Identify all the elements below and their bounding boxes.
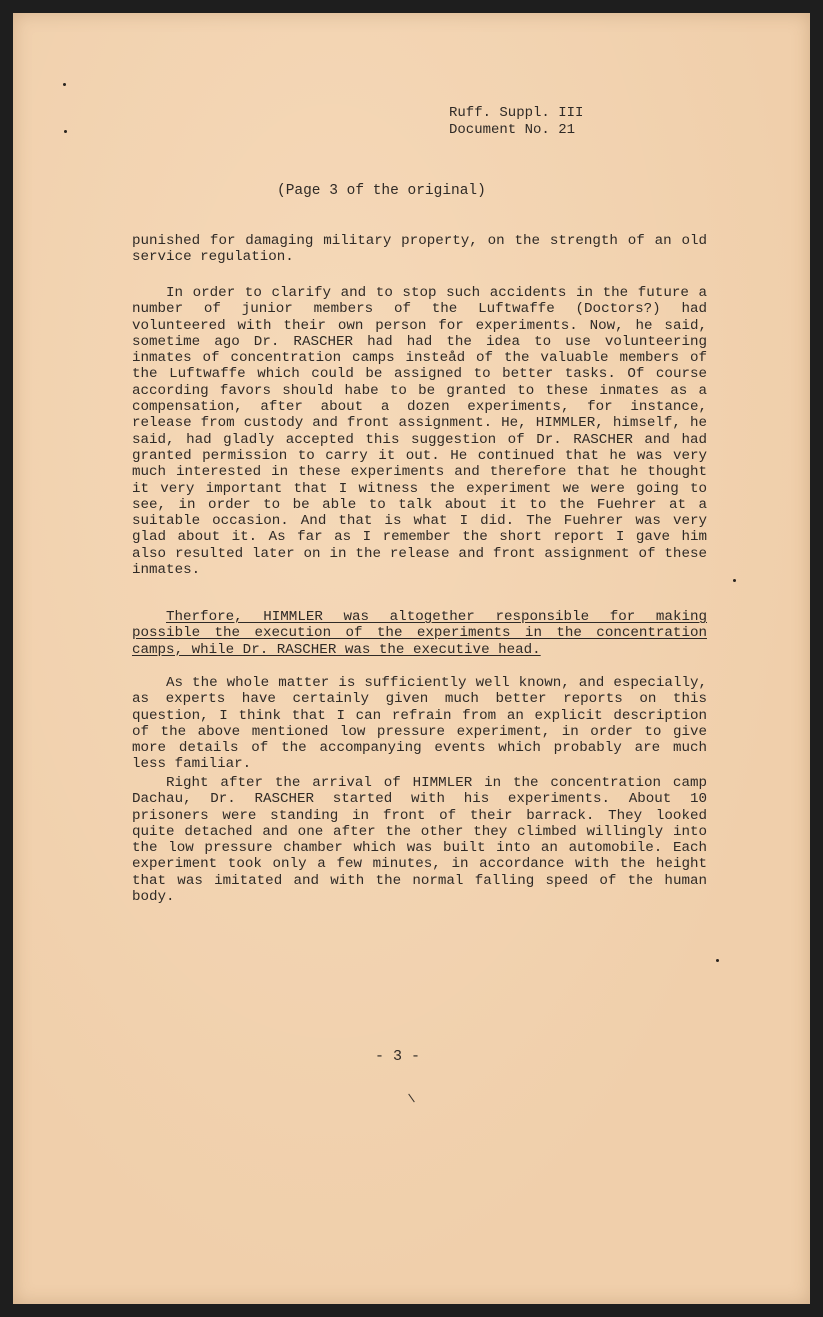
page-number: - 3 -	[375, 1048, 421, 1065]
paragraph-5: Right after the arrival of HIMMLER in the concentration camp Dachau, Dr. RASCHER started with his experiments. About 10 prisoners were standing in front of their barrack. They looked quite detached and one after the other they climbed willingly into the low pressure chamber which was built into an automobile. Each experiment took only a few minutes, in accordance with the height that was imitated and with the normal falling speed of the human body.	[132, 775, 707, 906]
paragraph-2: In order to clarify and to stop such accidents in the future a number of junior members of the Luftwaffe (Doctors?) had volunteered with their own person for experiments. Now, he said, sometime ago Dr. RASCHER had had the idea to use volunteering inmates of concentration camps insteåd of the valuable members of the Luftwaffe which could be assigned to better tasks. Of course according favors should habe to be granted to these inmates as a compensation, after about a dozen experiments, for instance, release from custody and front assignment. He, HIMMLER, himself, he said, had gladly accepted this suggestion of Dr. RASCHER and had granted permission to carry it out. He continued that he was very much interested in these experiments and therefore that he thought it very important that I witness the experiment we were going to see, in order to be able to talk about it to the Fuehrer at a suitable occasion. And that is what I did. The Fuehrer was very glad about it. As far as I remember the short report I gave him also resulted later on in the release and front assignment of these inmates.	[132, 285, 707, 579]
paragraph-4: As the whole matter is sufficiently well known, and especially, as experts have certainly given much better reports on this question, I think that I can refrain from an explicit description of the above mentioned low pressure experiment, in order to give more details of the accompanying events which probably are much less familiar.	[132, 675, 707, 773]
underlined-text: Therfore, HIMMLER was altogether responsible for making possible the execution of the experiments in the concentration camps, while Dr. RASCHER was the executive head.	[132, 609, 707, 658]
ink-speck	[63, 83, 66, 86]
paragraph-1: punished for damaging military property, on the strength of an old service regulation.	[132, 233, 707, 266]
ink-speck	[64, 130, 67, 133]
reference-line-2: Document No. 21	[449, 122, 576, 138]
page-of-original: (Page 3 of the original)	[277, 183, 486, 199]
ink-speck	[733, 579, 736, 582]
document-page	[13, 13, 810, 1304]
ink-speck	[716, 959, 719, 962]
pencil-mark	[408, 1094, 415, 1103]
reference-line-1: Ruff. Suppl. III	[449, 105, 584, 121]
paragraph-3-underlined	[132, 609, 707, 658]
document-reference	[449, 105, 583, 139]
